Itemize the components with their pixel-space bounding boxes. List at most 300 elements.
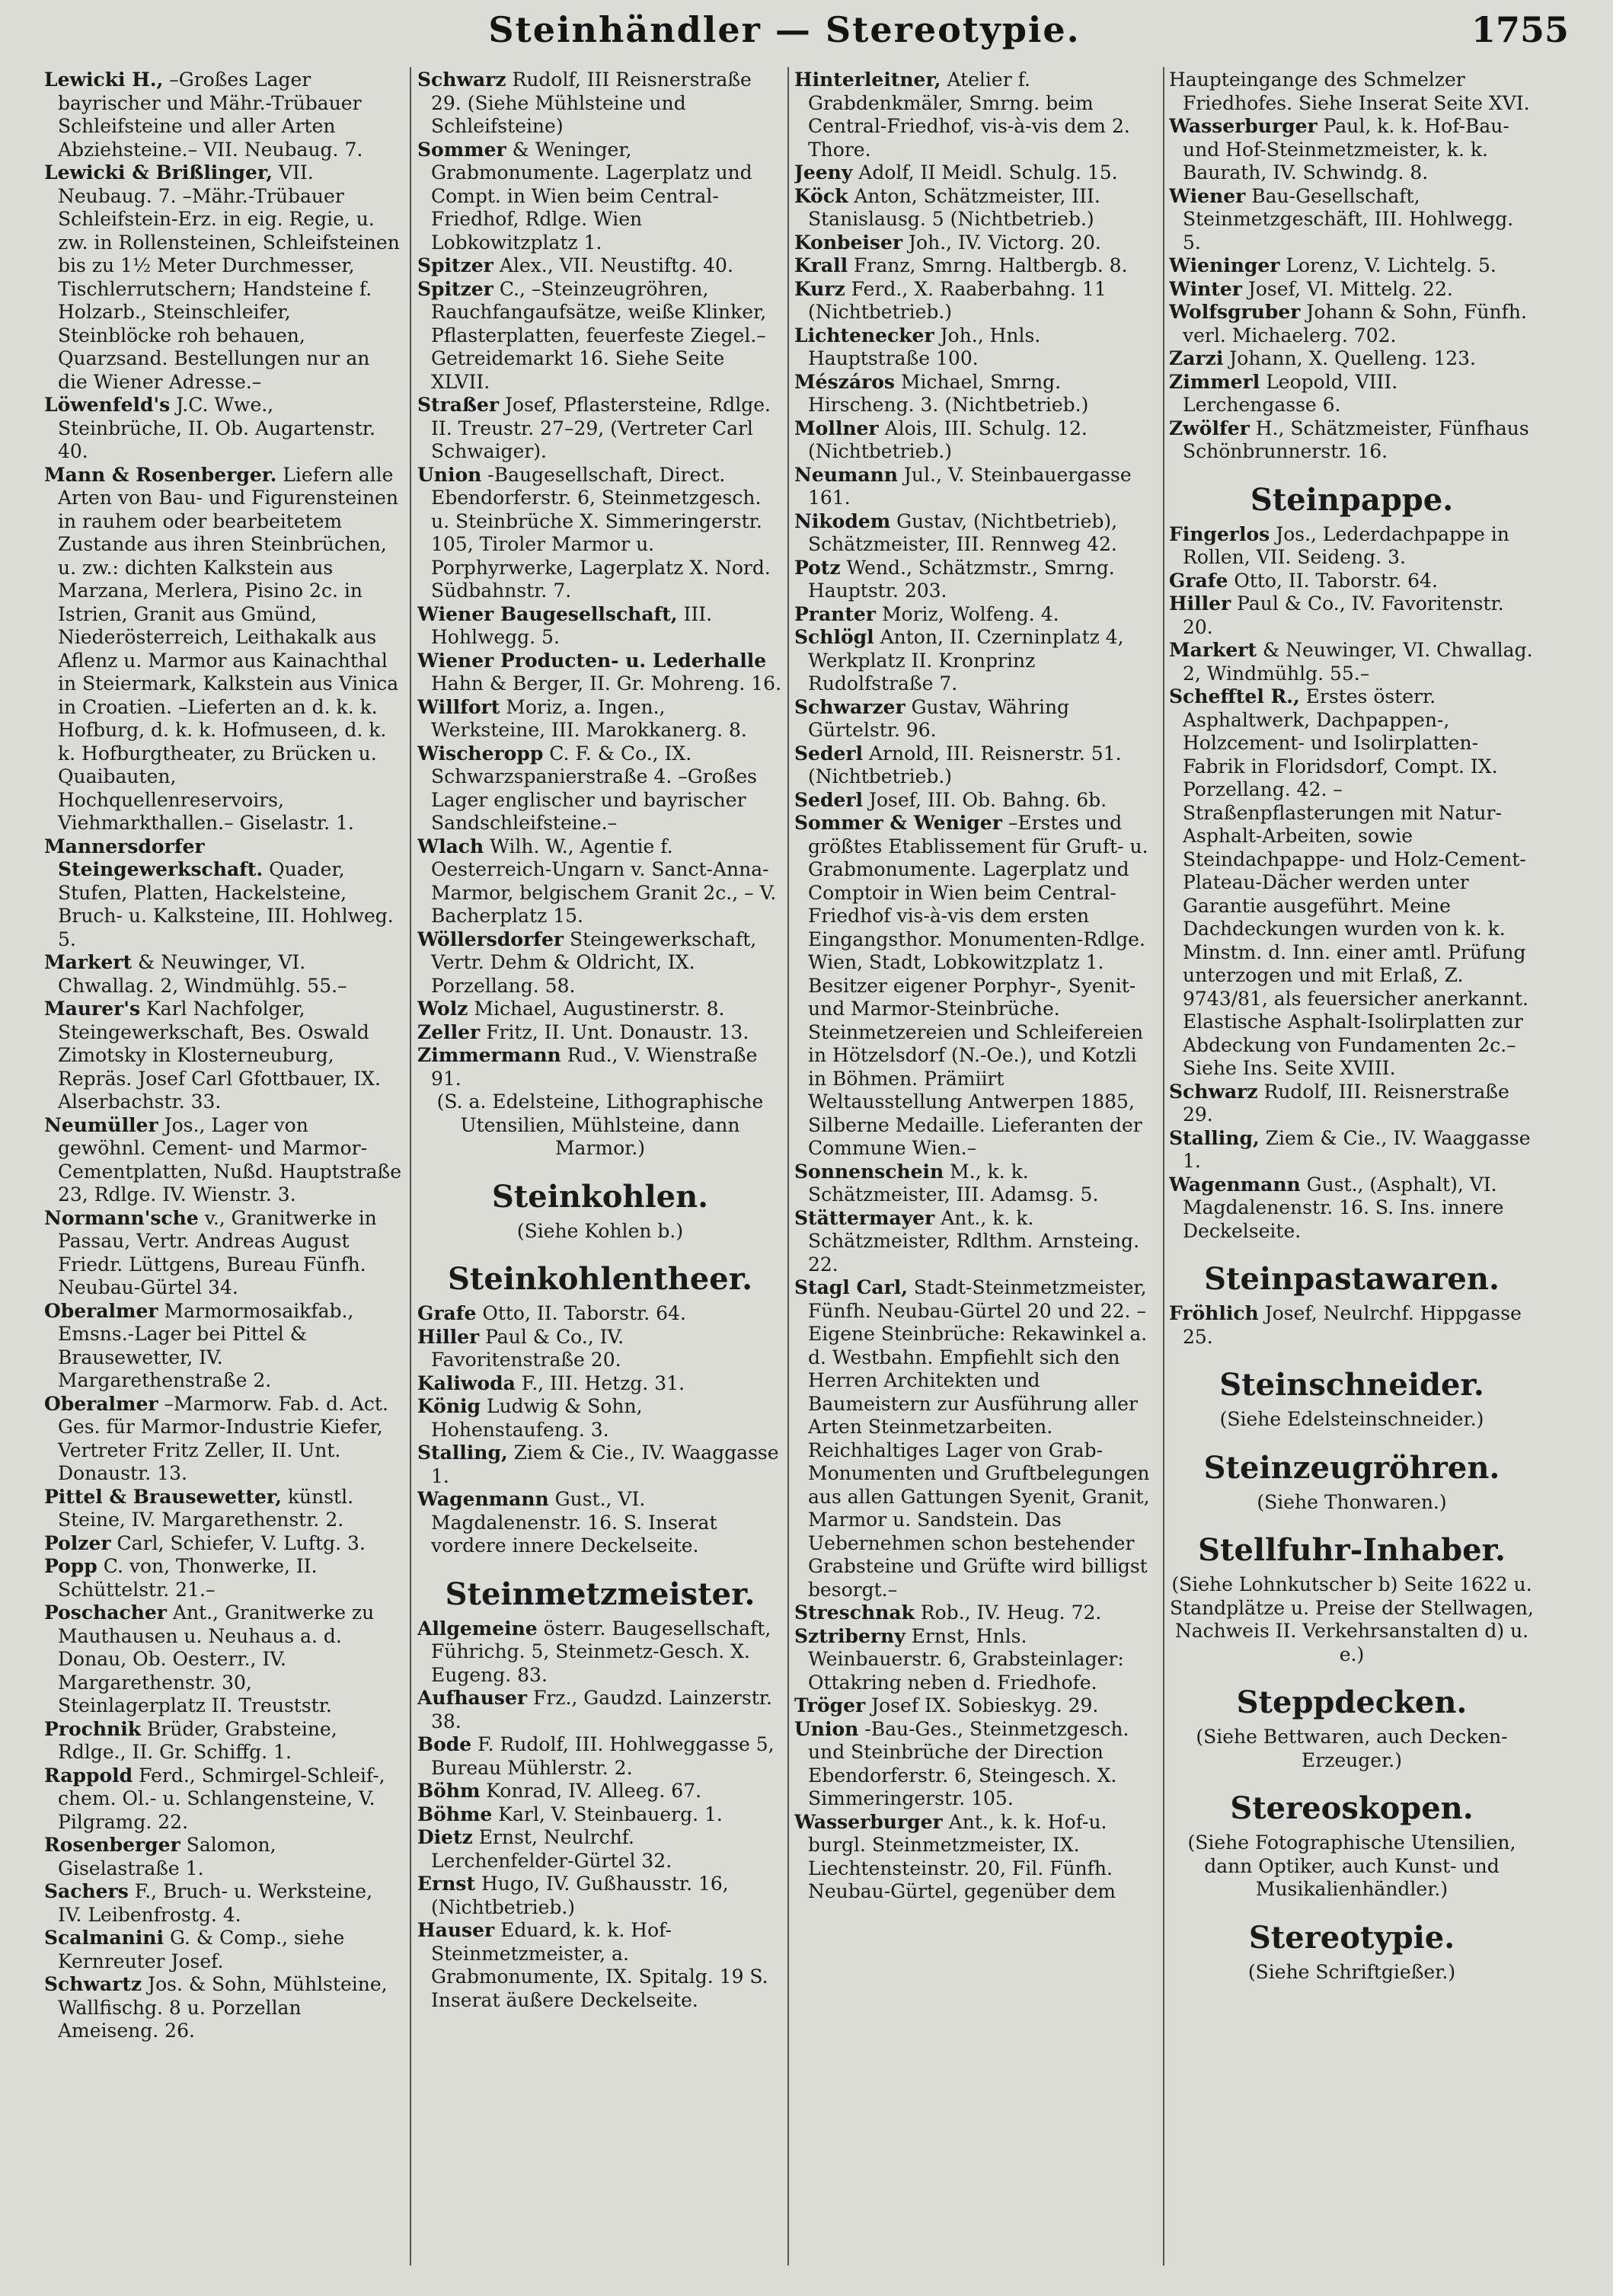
entry-name: Prochnik <box>44 1717 142 1740</box>
entry-details: Rob., IV. Heug. 72. <box>920 1601 1102 1624</box>
entry-name: Sederl <box>794 788 864 811</box>
directory-entry <box>794 557 1158 603</box>
entry-name: Schwarzer <box>794 695 906 718</box>
page-header <box>0 0 1613 61</box>
directory-entry <box>44 951 402 998</box>
entry-details: Leopold, VIII. Lerchengasse 6. <box>1183 370 1398 416</box>
entry-name: Oberalmer <box>44 1392 158 1415</box>
entry-name: Wiener Baugesellschaft, <box>417 602 678 625</box>
directory-entry <box>794 185 1158 232</box>
entry-name: Wieninger <box>1169 254 1280 276</box>
entry-details: Jul., V. Steinbauergasse 161. <box>808 463 1132 509</box>
entry-name: Sachers <box>44 1880 129 1902</box>
entry-details: Jos., Lederdachpappe in Rollen, VII. Seideng. 3. <box>1183 522 1509 568</box>
entry-details: österr. Baugesellschaft, Führichg. 5, Steinmetz-Gesch. X. Eugeng. 83. <box>431 1617 771 1686</box>
entry-details: Jos. & Sohn, Mühlsteine, Wallfischg. 8 u. Porzellan Ameiseng. 26. <box>58 1973 388 2042</box>
directory-entry <box>794 1601 1158 1625</box>
entry-name: Potz <box>794 556 841 579</box>
entry-details: Haupteingange des Schmelzer Friedhofes. Siehe Inserat Seite XVI. <box>1169 69 1530 114</box>
cross-reference-note: (Siehe Fotographische Utensilien, dann Optiker, auch Kunst- und Musikalienhändler.) <box>1187 1831 1516 1900</box>
directory-entry <box>44 1486 402 1532</box>
entry-details: Ant., k. k. Hof-u. burgl. Steinmetzmeister, IX. Liechtensteinstr. 20, Fil. Fünfh. Neubau-Gürtel, gegenüber dem <box>808 1810 1116 1902</box>
entry-name: Wasserburger <box>1169 115 1318 137</box>
entry-details: Eduard, k. k. Hof-Steinmetzmeister, a. Grabmonumente, IX. Spitalg. 19 S. Inserat äußere Deckelseite. <box>431 1919 768 2011</box>
entry-details: Ernst, Hnls. Weinbauerstr. 6, Grabsteinlager: Ottakring neben d. Friedhofe. <box>808 1624 1124 1694</box>
entry-name: Lewicki H., <box>44 69 164 91</box>
directory-entry <box>417 1302 783 1326</box>
entry-details: Lorenz, V. Lichtelg. 5. <box>1286 254 1496 276</box>
directory-entry <box>1169 185 1535 255</box>
entry-name: Schlögl <box>794 626 874 648</box>
directory-entry <box>417 394 783 464</box>
entry-name: Schefftel R., <box>1169 685 1300 707</box>
entry-name: Grafe <box>417 1302 477 1324</box>
entry-details: Ludwig & Sohn, Hohenstaufeng. 3. <box>431 1395 643 1441</box>
directory-entry <box>44 1718 402 1764</box>
cross-reference-note: (Siehe Lohnkutscher b) Seite 1622 u. Standplätze u. Preise der Stellwagen, Nachweis II. Verkehrsanstalten d) u. e.) <box>1170 1573 1534 1665</box>
entry-details: & Weninger, Grabmonumente. Lagerplatz und Compt. in Wien beim Central-Friedhof, Rdlge. Wien Lobkowitzplatz 1. <box>431 138 752 254</box>
entry-details: Karl, V. Steinbauerg. 1. <box>498 1803 723 1825</box>
entry-name: Wischeropp <box>417 742 544 765</box>
directory-entry <box>794 1207 1158 1277</box>
directory-entry <box>1169 347 1535 371</box>
entry-details: Erstes österr. Asphaltwerk, Dachpappen-, Holzcement- und Isolirplatten-Fabrik in Floridsdorf, Compt. IX. Porzellang. 42. –Straßenpflasterungen mit Natur-Asphalt-Arbeiten, sowie Steindachpappe- und Holz-Cement-Plateau-Dächer werden unter Garantie ausgeführt. Meine Dachdeckungen wurden von k. k. Minstm. d. Inn. einer amtl. Prüfung unterzogen und mit Erlaß, Z. 9743/81, als feuersicher anerkannt. Elastische Asphalt-Isolirplatten zur Abdeckung von Fundamenten 2c.– Siehe Ins. Seite XVIII. <box>1183 685 1528 1079</box>
entry-name: Union <box>794 1717 859 1740</box>
entry-details: Fritz, II. Unt. Donaustr. 13. <box>486 1020 749 1043</box>
entry-details: Paul, k. k. Hof-Bau- und Hof-Steinmetzmeister, k. k. Baurath, IV. Schwindg. 8. <box>1183 115 1509 184</box>
entry-details: Moriz, Wolfeng. 4. <box>881 602 1059 625</box>
entry-details: Gust., VI. Magdalenenstr. 16. S. Inserat vordere innere Deckelseite. <box>431 1488 717 1557</box>
directory-entry <box>1169 1127 1535 1174</box>
entry-details: C. von, Thonwerke, II. Schüttelstr. 21.– <box>58 1555 318 1601</box>
entry-details: Franz, Smrng. Haltbergb. 8. <box>854 254 1128 276</box>
entry-details: Josef, Neulrchf. Hippgasse 25. <box>1183 1302 1522 1348</box>
entry-details: Alex., VII. Neustiftg. 40. <box>499 254 733 276</box>
entry-name: Sommer & Weniger <box>794 812 1002 834</box>
entry-name: Kurz <box>794 277 845 300</box>
entry-details: C. F. & Co., IX. Schwarzspanierstraße 4. –Großes Lager englischer und bayrischer Sandschleifsteine.– <box>431 742 758 834</box>
entry-name: Wöllersdorfer <box>417 928 564 950</box>
cross-reference-note: (Siehe Schriftgießer.) <box>1247 1960 1456 1983</box>
directory-entry <box>44 69 402 161</box>
entry-details: III. Hohlwegg. 5. <box>431 602 713 648</box>
entry-details: Michael, Augustinerstr. 8. <box>474 998 725 1020</box>
entry-name: Sztriberny <box>794 1624 906 1647</box>
directory-entry <box>794 603 1158 627</box>
directory-entry <box>794 161 1158 185</box>
entry-details: Salomon, Giselastraße 1. <box>58 1834 276 1879</box>
directory-entry <box>794 510 1158 557</box>
entry-details: Anton, II. Czerninplatz 4, Werkplatz II. Kronprinz Rudolfstraße 7. <box>808 626 1124 695</box>
entry-name: Mollner <box>794 417 879 439</box>
entry-details: Joh., IV. Victorg. 20. <box>909 231 1101 254</box>
directory-entry <box>417 1442 783 1488</box>
directory-entry <box>44 1880 402 1927</box>
directory-entry <box>1169 278 1535 302</box>
directory-entry <box>417 1044 783 1091</box>
entry-details: Josef, VI. Mittelg. 22. <box>1247 277 1453 300</box>
directory-entry <box>44 835 402 952</box>
entry-name: Wlach <box>417 835 484 857</box>
entry-details: F., III. Hetzg. 31. <box>521 1372 685 1394</box>
entry-details: & Neuwinger, VI. Chwallag. 2, Windmühlg. 55.– <box>1183 639 1533 685</box>
directory-entry <box>417 1733 783 1780</box>
entry-details: Otto, II. Taborstr. 64. <box>482 1302 686 1324</box>
directory-entry <box>417 1372 783 1396</box>
entry-name: Zeller <box>417 1020 481 1043</box>
directory-entry <box>1169 371 1535 417</box>
entry-name: Kaliwoda <box>417 1372 516 1394</box>
entry-name: Sonnenschein <box>794 1160 944 1183</box>
directory-entry <box>794 789 1158 813</box>
entry-name: Wolz <box>417 998 468 1020</box>
entry-name: Oberalmer <box>44 1299 158 1322</box>
entry-name: Mann & Rosenberger. <box>44 463 277 486</box>
entry-name: Rosenberger <box>44 1834 180 1856</box>
directory-entry <box>417 69 783 139</box>
entry-details: F., Bruch- u. Werksteine, IV. Leibenfrostg. 4. <box>58 1880 373 1926</box>
entry-details: –Großes Lager bayrischer und Mähr.-Trübauer Schleifsteine und aller Arten Abziehsteine.– VII. Neubaug. 7. <box>58 69 363 161</box>
directory-entry <box>417 928 783 998</box>
entry-details: Ferd., X. Raaberbahng. 11 (Nichtbetrieb.) <box>808 277 1107 323</box>
entry-details: –Marmorw. Fab. d. Act. Ges. für Marmor-Industrie Kiefer, Vertreter Fritz Zeller, II. Unt. Donaustr. 13. <box>58 1392 388 1484</box>
directory-entry <box>1169 1081 1535 1127</box>
section-heading: Steinpastawaren. <box>1204 1261 1500 1297</box>
directory-entry <box>794 1718 1158 1811</box>
entry-name: Wagenmann <box>1169 1173 1301 1196</box>
entry-details: Ant., Granitwerke zu Mauthausen u. Neuhaus a. d. Donau, Ob. Oesterr., IV. Margarethenstr. 30, Steinlagerplatz II. Treuststr. <box>58 1601 375 1716</box>
directory-entry <box>794 371 1158 417</box>
directory-entry <box>417 1488 783 1558</box>
directory-entry <box>44 1973 402 2043</box>
directory-entry <box>417 835 783 928</box>
entry-details: künstl. Steine, IV. Margarethenstr. 2. <box>58 1485 354 1531</box>
directory-entry <box>417 603 783 650</box>
entry-details: Moriz, a. Ingen., Werksteine, III. Marokkanerg. 8. <box>431 695 747 741</box>
directory-entry <box>44 1207 402 1300</box>
entry-name: Lichtenecker <box>794 324 934 346</box>
entry-details: Josef, Pflastersteine, Rdlge. II. Treustr. 27–29, (Vertreter Carl Schwaiger). <box>431 394 771 462</box>
section-heading: Steinkohlentheer. <box>447 1261 753 1297</box>
entry-name: Stättermayer <box>794 1206 935 1229</box>
entry-details: Ziem & Cie., IV. Waaggasse 1. <box>1183 1126 1531 1172</box>
entry-details: VII. Neubaug. 7. –Mähr.-Trübauer Schleifstein-Erz. in eig. Regie, u. zw. in Rollensteinen, Schleifsteinen bis zu 1½ Meter Durchmesser, Tischlerrutschern; Handsteine f. Holzarb., Steinschleifer, Steinblöcke roh behauen, Quarzsand. Bestellungen nur an die Wiener Adresse.– <box>58 161 400 393</box>
entry-details: Joh., Hnls. Hauptstraße 100. <box>808 324 1041 369</box>
entry-name: Polzer <box>44 1531 111 1554</box>
entry-name: Mészáros <box>794 370 895 393</box>
directory-entry <box>417 1826 783 1873</box>
cross-reference-note: (Siehe Kohlen b.) <box>516 1219 684 1242</box>
directory-entry <box>1169 254 1535 278</box>
entry-name: Pittel & Brausewetter, <box>44 1485 282 1508</box>
directory-entry <box>417 650 783 696</box>
entry-details: Steingewerkschaft, Vertr. Dehm & Oldricht, IX. Porzellang. 58. <box>431 928 757 997</box>
cross-reference-note: (Siehe Thonwaren.) <box>1257 1490 1447 1513</box>
entry-name: Hiller <box>1169 592 1231 615</box>
entry-details: Rud., V. Wienstraße 91. <box>431 1044 758 1090</box>
directory-entry <box>417 464 783 603</box>
entry-details: Quader, Stufen, Platten, Hackelsteine, Bruch- u. Kalksteine, III. Hohlweg. 5. <box>58 858 394 950</box>
entry-name: Allgemeine <box>417 1617 538 1640</box>
directory-entry <box>417 742 783 835</box>
entry-name: Bode <box>417 1733 472 1755</box>
entry-details: Josef IX. Sobieskyg. 29. <box>871 1694 1099 1716</box>
column-3 <box>794 69 1158 2258</box>
entry-details: Adolf, II Meidl. Schulg. 15. <box>858 161 1118 184</box>
entry-name: Zarzi <box>1169 347 1224 369</box>
entry-name: Löwenfeld's <box>44 394 171 416</box>
directory-entry <box>1169 115 1535 185</box>
entry-name: Grafe <box>1169 569 1228 592</box>
entry-details: G. & Comp., siehe Kernreuter Josef. <box>58 1927 345 1972</box>
directory-entry <box>794 812 1158 1161</box>
entry-details: Otto, II. Taborstr. 64. <box>1234 569 1438 592</box>
directory-entry <box>417 1803 783 1827</box>
directory-entry <box>1169 1302 1535 1349</box>
entry-details: Hugo, IV. Gußhausstr. 16, (Nichtbetrieb.) <box>431 1873 729 1918</box>
entry-details: Wend., Schätzmstr., Smrng. Hauptstr. 203. <box>808 556 1115 602</box>
entry-name: Markert <box>44 951 132 973</box>
entry-name: Fröhlich <box>1169 1302 1259 1324</box>
entry-details: H., Schätzmeister, Fünfhaus Schönbrunnerstr. 16. <box>1183 417 1529 462</box>
entry-name: Schwartz <box>44 1973 142 1995</box>
directory-entry <box>794 1694 1158 1718</box>
section-heading: Steppdecken. <box>1236 1684 1468 1720</box>
entry-details: Liefern alle Arten von Bau- und Figurensteinen in rauhem oder bearbeitetem Zustande aus ihren Steinbrüchen, u. zw.: dichten Kalkstein aus Marzana, Merlera, Pisino 2c. in Istrien, Granit aus Gmünd, Niederösterreich, Leithakalk aus Aflenz u. Marmor aus Kainachthal in Steiermark, Kalkstein aus Vinica in Croatien. –Lieferten an d. k. k. Hofburg, d. k. k. Hofmuseen, d. k. k. Hofburgtheater, zu Brücken u. Quaibauten, Hochquellenreservoirs, Viehmarkthallen.– Giselastr. 1. <box>58 463 399 834</box>
column-divider <box>787 67 789 2266</box>
entry-name: Pranter <box>794 602 876 625</box>
entry-details: Bau-Gesellschaft, Steinmetzgeschäft, III. Hohlwegg. 5. <box>1183 184 1514 254</box>
directory-entry <box>44 1300 402 1393</box>
directory-entry <box>1169 570 1535 593</box>
directory-entry <box>417 1687 783 1733</box>
entry-name: Scalmanini <box>44 1927 164 1949</box>
entry-details: -Baugesellschaft, Direct. Ebendorferstr. 6, Steinmetzgesch. u. Steinbrüche X. Simmeringerstr. 105, Tiroler Marmor u. Porphyrwerke, Lagerplatz X. Nord. Südbahnstr. 7. <box>431 463 771 602</box>
directory-entry <box>44 1927 402 1973</box>
directory-entry <box>794 324 1158 371</box>
entry-name: Markert <box>1169 639 1257 661</box>
entry-details: Frz., Gaudzd. Lainzerstr. 38. <box>431 1687 772 1732</box>
entry-details: Konrad, IV. Alleeg. 67. <box>486 1780 702 1802</box>
entry-details: Ant., k. k. Schätzmeister, Rdlthm. Arnsteing. 22. <box>808 1206 1140 1276</box>
entry-name: Neumann <box>794 463 898 486</box>
directory-entry <box>417 139 783 255</box>
directory-entry <box>44 1393 402 1486</box>
entry-name: Zimmerl <box>1169 370 1260 393</box>
entry-name: Winter <box>1169 277 1242 300</box>
directory-entry <box>417 1021 783 1045</box>
directory-entry <box>44 998 402 1114</box>
entry-details: Arnold, III. Reisnerstr. 51. (Nichtbetrieb.) <box>808 742 1122 787</box>
entry-details: F. Rudolf, III. Hohlweggasse 5, Bureau Mühlerstr. 2. <box>431 1733 775 1779</box>
entry-name: Poschacher <box>44 1601 167 1624</box>
column-1 <box>44 69 402 2258</box>
entry-name: Aufhauser <box>417 1687 528 1709</box>
column-divider <box>1163 67 1164 2266</box>
entry-name: Wiener Producten- u. Lederhalle <box>417 649 767 672</box>
entry-details: Johann, X. Quelleng. 123. <box>1229 347 1476 369</box>
directory-entry <box>417 1395 783 1442</box>
entry-name: Zimmermann <box>417 1044 561 1066</box>
directory-entry <box>1169 417 1535 464</box>
entry-details: J.C. Wwe., Steinbrüche, II. Ob. Augartenstr. 40. <box>58 394 375 462</box>
directory-entry <box>794 1811 1158 1904</box>
entry-details: Alois, III. Schulg. 12. (Nichtbetrieb.) <box>808 417 1088 462</box>
entry-name: Wolfsgruber <box>1169 301 1301 323</box>
entry-name: Böhme <box>417 1803 493 1825</box>
entry-details: v., Granitwerke in Passau, Vertr. Andreas August Friedr. Lüttgens, Bureau Fünfh. Neubau-Gürtel 34. <box>58 1206 377 1298</box>
section-heading: Stereotypie. <box>1248 1919 1455 1956</box>
entry-name: König <box>417 1395 481 1417</box>
directory-entry <box>1169 523 1535 570</box>
entry-details: Carl, Schiefer, V. Luftg. 3. <box>117 1531 366 1554</box>
directory-entry <box>794 464 1158 510</box>
entry-name: Spitzer <box>417 254 493 276</box>
directory-entry <box>794 232 1158 255</box>
directory-entry <box>417 1780 783 1803</box>
entry-details: C., –Steinzeugröhren, Rauchfangaufsätze, weiße Klinker, Pflasterplatten, feuerfeste Ziegel.– Getreidemarkt 16. Siehe Seite XLVII. <box>431 277 767 393</box>
directory-entry <box>1169 1174 1535 1244</box>
entry-details: –Erstes und größtes Etablissement für Gruft- u. Grabmonumente. Lagerplatz und Comptoir in Wien beim Central-Friedhof vis-à-vis dem ersten Eingangsthor. Monumenten-Rdlge. Wien, Stadt, Lobkowitzplatz 1. Besitzer eigener Porphyr-, Syenit- und Marmor-Steinbrüche. Steinmetzereien und Schleifereien in Hötzelsdorf (N.-Oe.), und Kotzli in Böhmen. Prämiirt Weltausstellung Antwerpen 1885, Silberne Medaille. Lieferanten der Commune Wien.– <box>808 812 1148 1159</box>
column-2 <box>417 69 783 2258</box>
entry-details: Brüder, Grabsteine, Rdlge., II. Gr. Schiffg. 1. <box>58 1717 337 1763</box>
entry-name: Stagl Carl, <box>794 1276 908 1298</box>
section-heading: Steinmetzmeister. <box>445 1576 755 1612</box>
entry-name: Wiener <box>1169 184 1246 207</box>
directory-entry <box>794 278 1158 324</box>
cross-reference-note: (Siehe Edelsteinschneider.) <box>1219 1408 1484 1430</box>
entry-name: Jeeny <box>794 161 853 184</box>
entry-name: Wasserburger <box>794 1810 943 1833</box>
entry-name: Konbeiser <box>794 231 903 254</box>
entry-details: Hahn & Berger, II. Gr. Mohreng. 16. <box>431 672 782 695</box>
directory-entry <box>794 69 1158 161</box>
entry-details: Karl Nachfolger, Steingewerkschaft, Bes. Oswald Zimotsky in Klosterneuburg, Repräs. Josef Carl Gfottbauer, IX. Alserbachstr. 33. <box>58 998 381 1113</box>
directory-entry <box>417 1326 783 1372</box>
entry-details: Wilh. W., Agentie f. Oesterreich-Ungarn v. Sanct-Anna-Marmor, belgischem Granit 2c., – V. Bacherplatz 15. <box>431 835 777 927</box>
entry-details: Marmormosaikfab., Emsns.-Lager bei Pittel & Brausewetter, IV. Margarethenstraße 2. <box>58 1299 354 1391</box>
section-heading: Steinzeugröhren. <box>1203 1449 1500 1486</box>
directory-entry <box>794 417 1158 464</box>
entry-name: Popp <box>44 1555 97 1577</box>
entry-details: Ferd., Schmirgel-Schleif-, chem. Ol.- u. Schlangensteine, V. Pilgramg. 22. <box>58 1764 385 1833</box>
entry-details: Josef, III. Ob. Bahng. 6b. <box>868 788 1107 811</box>
directory-entry <box>417 1617 783 1688</box>
entry-details: Atelier f. Grabdenkmäler, Smrng. beim Central-Friedhof, vis-à-vis dem 2. Thore. <box>808 69 1130 161</box>
entry-details: Ernst, Neulrchf. Lerchenfelder-Gürtel 32. <box>431 1826 672 1872</box>
entry-name: Sommer <box>417 138 506 161</box>
entry-name: Stalling, <box>417 1442 508 1464</box>
directory-entry <box>417 1919 783 2012</box>
entry-details: Anton, Schätzmeister, III. Stanislausg. 5 (Nichtbetrieb.) <box>808 184 1100 230</box>
entry-name: Neumüller <box>44 1113 158 1136</box>
entry-name: Spitzer <box>417 277 493 300</box>
entry-name: Nikodem <box>794 509 891 532</box>
directory-entry <box>794 1276 1158 1601</box>
directory-entry <box>794 742 1158 789</box>
directory-entry <box>794 626 1158 696</box>
entry-name: Ernst <box>417 1873 476 1895</box>
directory-entry <box>417 278 783 394</box>
entry-name: Maurer's <box>44 998 141 1020</box>
entry-details: Paul & Co., IV. Favoritenstraße 20. <box>431 1325 624 1371</box>
directory-entry <box>417 1873 783 1919</box>
entry-name: Schwarz <box>1169 1080 1258 1103</box>
directory-entry <box>44 1764 402 1835</box>
entry-name: Streschnak <box>794 1601 915 1624</box>
directory-entry <box>417 696 783 742</box>
entry-name: Wagenmann <box>417 1488 549 1510</box>
entry-name: Willfort <box>417 695 500 718</box>
entry-name: Köck <box>794 184 848 207</box>
entry-name: Hiller <box>417 1325 480 1348</box>
section-heading: Steinkohlen. <box>491 1178 709 1215</box>
directory-entry <box>1169 685 1535 1081</box>
directory-entry <box>417 998 783 1021</box>
directory-entry <box>1169 69 1535 115</box>
section-heading: Steinpappe. <box>1250 481 1454 518</box>
entry-name: Hauser <box>417 1919 495 1941</box>
page-title: Steinhändler — Stereotypie. <box>488 9 1081 50</box>
entry-details: Gustav, (Nichtbetrieb), Schätzmeister, III. Rennweg 42. <box>808 509 1118 555</box>
entry-name: Sederl <box>794 742 864 765</box>
entry-name: Böhm <box>417 1780 481 1802</box>
directory-entry <box>44 1555 402 1601</box>
column-4 <box>1169 69 1535 2258</box>
directory-entry <box>44 1532 402 1556</box>
entry-details: Ziem & Cie., IV. Waaggasse 1. <box>431 1442 779 1487</box>
entry-details: Rudolf, III Reisnerstraße 29. (Siehe Mühlsteine und Schleifsteine) <box>431 69 752 137</box>
entry-details: Paul & Co., IV. Favoritenstr. 20. <box>1183 592 1504 638</box>
entry-name: Tröger <box>794 1694 866 1716</box>
entry-name: Dietz <box>417 1826 473 1848</box>
directory-entry <box>794 1161 1158 1207</box>
cross-reference-note: (S. a. Edelsteine, Lithographische Utensilien, Mühlsteine, dann Marmor.) <box>436 1091 764 1159</box>
entry-details: Gust., (Asphalt), VI. Magdalenenstr. 16. S. Ins. innere Deckelseite. <box>1183 1173 1504 1242</box>
entry-details: Jos., Lager von gewöhnl. Cement- und Marmor-Cementplatten, Nußd. Hauptstraße 23, Rdlge. IV. Wienstr. 3. <box>58 1113 402 1205</box>
entry-details: -Bau-Ges., Steinmetzgesch. und Steinbrüche der Direction Ebendorferstr. 6, Steingesch. X. Simmeringerstr. 105. <box>808 1717 1129 1809</box>
section-heading: Stellfuhr-Inhaber. <box>1198 1532 1506 1568</box>
entry-name: Stalling, <box>1169 1126 1260 1149</box>
entry-name: Zwölfer <box>1169 417 1250 439</box>
entry-name: Straßer <box>417 394 500 416</box>
entry-details: Rudolf, III. Reisnerstraße 29. <box>1183 1080 1509 1126</box>
entry-name: Hinterleitner, <box>794 69 941 91</box>
entry-details: Stadt-Steinmetzmeister, Fünfh. Neubau-Gürtel 20 und 22. –Eigene Steinbrüche: Rekawinkel a. d. Westbahn. Empfiehlt sich den Herren Architekten und Baumeistern zur Ausführung aller Arten Steinmetzarbeiten. Reichhaltiges Lager von Grab-Monumenten und Gruftbelegungen aus allen Gattungen Syenit, Granit, Marmor u. Sandstein. Das Uebernehmen schon bestehender Grabsteine und Grüfte wird billigst besorgt.– <box>808 1276 1150 1601</box>
entry-name: Mannersdorfer Steingewerkschaft. <box>44 835 264 880</box>
directory-entry <box>417 254 783 278</box>
entry-details: Michael, Smrng. Hirscheng. 3. (Nichtbetrieb.) <box>808 370 1089 416</box>
entry-name: Schwarz <box>417 69 506 91</box>
entry-details: M., k. k. Schätzmeister, III. Adamsg. 5. <box>808 1160 1099 1205</box>
section-heading: Steinschneider. <box>1219 1367 1484 1403</box>
directory-entry <box>44 161 402 394</box>
section-heading: Stereoskopen. <box>1230 1790 1474 1826</box>
directory-entry <box>44 464 402 835</box>
cross-reference-note: (Siehe Bettwaren, auch Decken-Erzeuger.) <box>1196 1726 1508 1771</box>
directory-entry <box>44 394 402 464</box>
entry-name: Normann'sche <box>44 1206 199 1229</box>
entry-details: & Neuwinger, VI. Chwallag. 2, Windmühlg. 55.– <box>58 951 347 997</box>
directory-entry <box>794 254 1158 278</box>
directory-entry <box>44 1114 402 1207</box>
directory-entry <box>44 1834 402 1880</box>
entry-name: Krall <box>794 254 848 276</box>
directory-entry <box>794 696 1158 742</box>
entry-details: Johann & Sohn, Fünfh. verl. Michaelerg. 702. <box>1183 301 1527 346</box>
directory-entry <box>794 1625 1158 1695</box>
entry-details: Gustav, Währing Gürtelstr. 96. <box>808 695 1070 741</box>
